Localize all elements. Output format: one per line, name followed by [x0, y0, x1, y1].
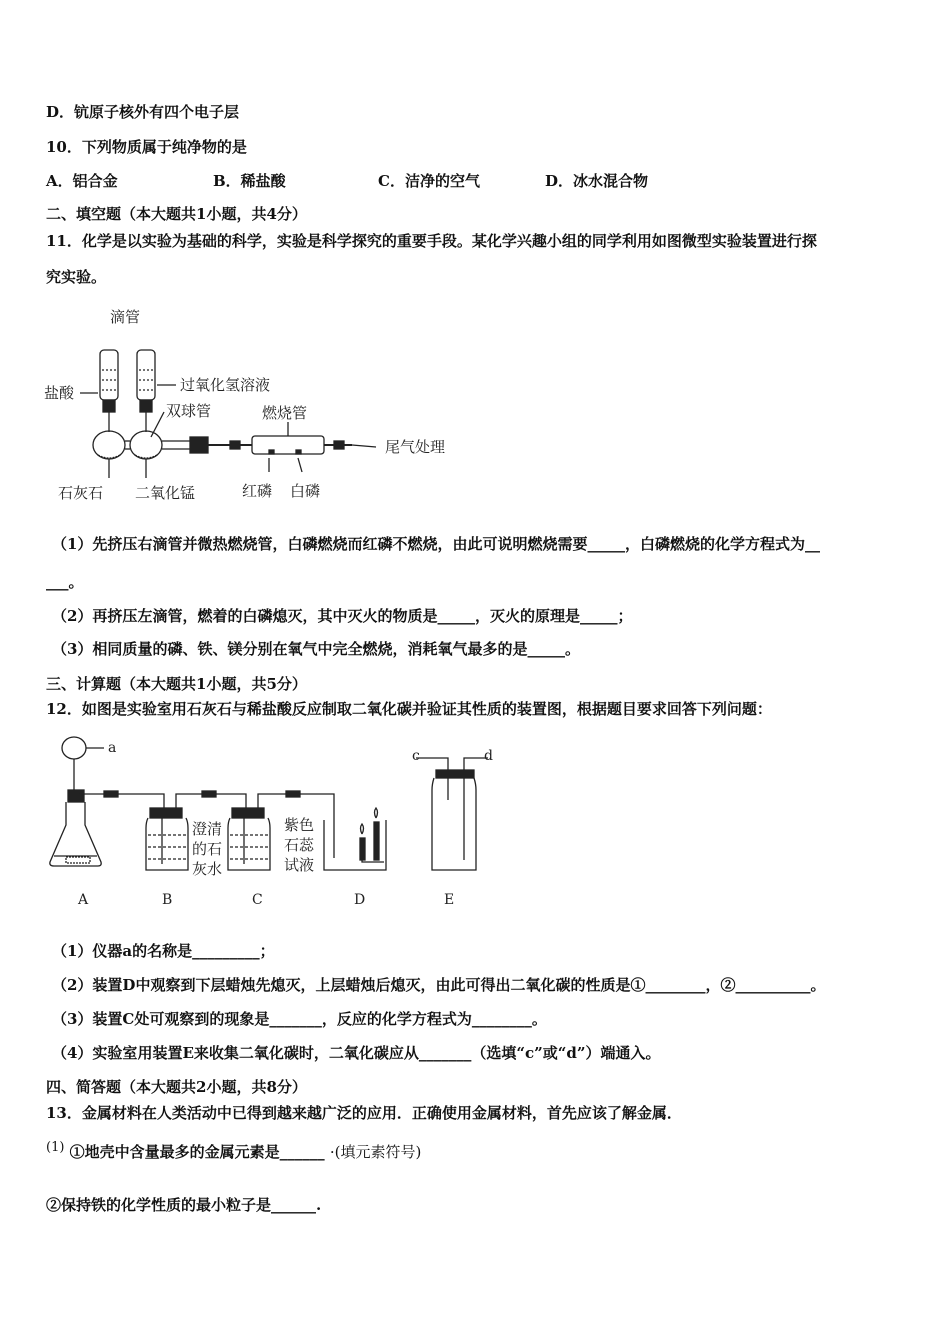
q10-option-a: A．铝合金 — [46, 172, 118, 190]
section4-title: 四、简答题（本大题共2小题，共8分） — [46, 1078, 307, 1096]
caption-a: A — [78, 892, 89, 908]
hcl-label: 盐酸 — [44, 384, 75, 402]
q10-option-c: C．洁净的空气 — [378, 172, 480, 190]
q11-apparatus-figure — [40, 300, 480, 512]
q12-sub4: （4）实验室用装置E来收集二氧化碳时，二氧化碳应从_______（选填“c”或“d”）端通入。 — [52, 1044, 661, 1062]
q11-stem-line1: 11．化学是以实验为基础的科学，实验是科学探究的重要手段。某化学兴趣小组的同学利用如图微型实验装置进行探 — [46, 232, 817, 250]
label-a: a — [108, 740, 117, 756]
q9-option-d: D．钪原子核外有四个电子层 — [46, 103, 240, 121]
q13-sub1-note: ·(填元素符号) — [329, 1143, 422, 1161]
q13-sub1-row — [46, 1140, 421, 1162]
caption-e: E — [444, 892, 455, 908]
q12-sub2: （2）装置D中观察到下层蜡烛先熄灭，上层蜡烛后熄灭，由此可得出二氧化碳的性质是①________，②__________。 — [52, 976, 826, 994]
section3-title: 三、计算题（本大题共1小题，共5分） — [46, 675, 307, 693]
q11-stem-line2: 究实验。 — [46, 268, 107, 286]
combustion-tube-label: 燃烧管 — [262, 404, 308, 422]
red-p-label: 红磷 — [242, 482, 273, 500]
q11-sub1-line1: （1）先挤压右滴管并微热燃烧管，白磷燃烧而红磷不燃烧，由此可说明燃烧需要_____，白磷燃烧的化学方程式为__ — [52, 535, 820, 553]
litmus-label-2: 石蕊 — [284, 836, 315, 854]
limewater-label-3: 灰水 — [192, 860, 223, 878]
limewater-label-2: 的石 — [192, 840, 223, 858]
litmus-label-1: 紫色 — [284, 816, 315, 834]
q11-sub2: （2）再挤压左滴管，燃着的白磷熄灭，其中灭火的物质是_____，灭火的原理是_____； — [52, 607, 633, 625]
caption-d: D — [354, 892, 366, 908]
q13-sub2: ②保持铁的化学性质的最小粒子是______. — [46, 1196, 322, 1214]
section2-title: 二、填空题（本大题共1小题，共4分） — [46, 205, 307, 223]
q11-sub1-line2: ___。 — [46, 573, 84, 591]
h2o2-label: 过氧化氢溶液 — [180, 376, 271, 394]
caption-b: B — [162, 892, 173, 908]
limewater-label-1: 澄清 — [192, 820, 223, 838]
q12-sub3: （3）装置C处可观察到的现象是_______，反应的化学方程式为________。 — [52, 1010, 547, 1028]
exhaust-label: 尾气处理 — [385, 438, 446, 456]
white-p-label: 白磷 — [290, 482, 321, 500]
label-c: c — [412, 748, 420, 764]
q11-sub3: （3）相同质量的磷、铁、镁分别在氧气中完全燃烧，消耗氧气最多的是_____。 — [52, 640, 580, 658]
mno2-label: 二氧化锰 — [135, 484, 196, 502]
q10-stem: 10．下列物质属于纯净物的是 — [46, 138, 247, 156]
label-d: d — [484, 748, 493, 764]
q12-apparatus-figure — [44, 730, 514, 915]
double-bulb-label: 双球管 — [166, 402, 212, 420]
q10-option-d: D．冰水混合物 — [545, 172, 649, 190]
caption-c: C — [252, 892, 263, 908]
limestone-label: 石灰石 — [58, 484, 104, 502]
q13-sub1-text: ①地壳中含量最多的金属元素是______ — [69, 1143, 325, 1161]
litmus-label-3: 试液 — [284, 856, 315, 874]
q12-stem: 12．如图是实验室用石灰石与稀盐酸反应制取二氧化碳并验证其性质的装置图，根据题目要求回答下列问题： — [46, 700, 772, 718]
q13-stem: 13．金属材料在人类活动中已得到越来越广泛的应用．正确使用金属材料，首先应该了解金属． — [46, 1104, 682, 1122]
q13-part-marker: (1) — [46, 1140, 65, 1155]
q12-sub1: （1）仪器a的名称是_________； — [52, 942, 275, 960]
dropper-label: 滴管 — [110, 308, 141, 326]
q10-option-b: B．稀盐酸 — [213, 172, 286, 190]
